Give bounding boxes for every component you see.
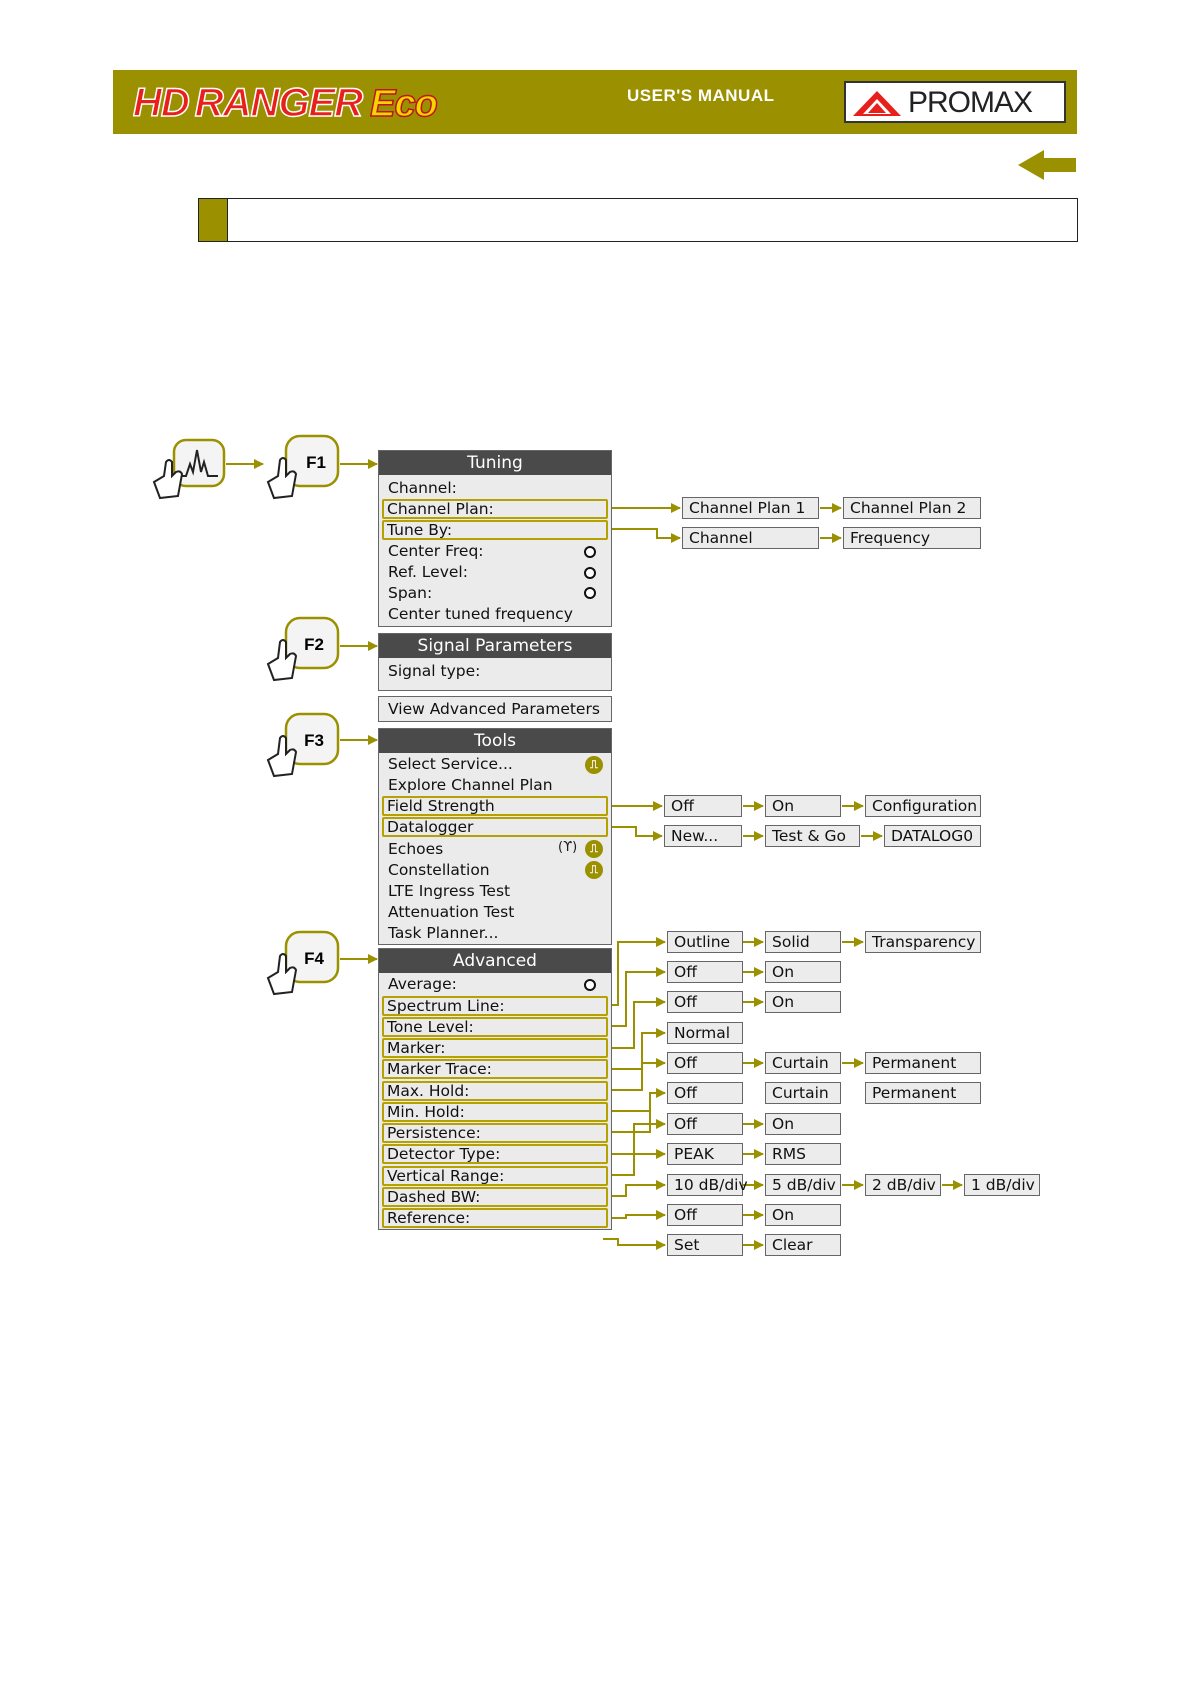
option-datalogger-new[interactable]: New...: [664, 825, 742, 847]
menu-item-vertical-range[interactable]: Vertical Range:: [382, 1166, 608, 1186]
menu-item-explore-channel-plan[interactable]: Explore Channel Plan: [388, 776, 553, 794]
f4-key-label: F4: [304, 949, 324, 968]
tuning-menu-title: Tuning: [379, 451, 611, 475]
option-off[interactable]: Off: [667, 1082, 743, 1104]
f2-key-label: F2: [304, 635, 324, 654]
option-off[interactable]: Off: [667, 1052, 743, 1074]
option-10-db-div[interactable]: 10 dB/div: [667, 1174, 743, 1196]
f1-key-icon[interactable]: [264, 430, 342, 502]
option-field-strength-on[interactable]: On: [765, 795, 841, 817]
menu-item-lte-ingress-test[interactable]: LTE Ingress Test: [388, 882, 511, 900]
option-off[interactable]: Off: [667, 1204, 743, 1226]
menu-item-ref-level[interactable]: Ref. Level:: [388, 563, 468, 581]
menu-item-channel[interactable]: Channel:: [388, 479, 457, 497]
menu-item-attenuation-test[interactable]: Attenuation Test: [388, 903, 515, 921]
menu-item-center-freq[interactable]: Center Freq:: [388, 542, 484, 560]
tools-menu-title: Tools: [379, 729, 611, 753]
option-frequency[interactable]: Frequency: [843, 527, 981, 549]
menu-item-min-hold[interactable]: Min. Hold:: [382, 1102, 608, 1122]
advanced-menu: [378, 948, 612, 1230]
option-outline[interactable]: Outline: [667, 931, 743, 953]
option-5-db-div[interactable]: 5 dB/div: [765, 1174, 841, 1196]
option-channel-plan-2[interactable]: Channel Plan 2: [843, 497, 981, 519]
option-rms[interactable]: RMS: [765, 1143, 841, 1165]
option-channel[interactable]: Channel: [682, 527, 819, 549]
radio-dot-icon: [584, 546, 596, 558]
option-on[interactable]: On: [765, 1204, 841, 1226]
option-permanent[interactable]: Permanent: [865, 1052, 981, 1074]
menu-item-spectrum-line[interactable]: Spectrum Line:: [382, 996, 608, 1016]
menu-item-datalogger[interactable]: Datalogger: [382, 817, 608, 837]
option-set[interactable]: Set: [667, 1234, 743, 1256]
brand-ranger: RANGER: [194, 81, 363, 125]
menu-item-task-planner[interactable]: Task Planner...: [388, 924, 499, 942]
menu-item-select-service[interactable]: Select Service...: [388, 755, 513, 773]
users-manual-label: USER'S MANUAL: [627, 86, 775, 105]
option-on[interactable]: On: [765, 1113, 841, 1135]
menu-item-detector-type[interactable]: Detector Type:: [382, 1144, 608, 1164]
radio-dot-icon: [584, 567, 596, 579]
menu-item-tune-by[interactable]: Tune By:: [382, 520, 608, 540]
tools-menu: [378, 728, 612, 945]
menu-item-marker[interactable]: Marker:: [382, 1038, 608, 1058]
option-normal[interactable]: Normal: [667, 1022, 743, 1044]
option-permanent[interactable]: Permanent: [865, 1082, 981, 1104]
option-curtain[interactable]: Curtain: [765, 1052, 841, 1074]
f3-key-icon[interactable]: [264, 708, 342, 780]
option-clear[interactable]: Clear: [765, 1234, 841, 1256]
menu-item-max-hold[interactable]: Max. Hold:: [382, 1081, 608, 1101]
option-field-strength-off[interactable]: Off: [664, 795, 742, 817]
menu-item-persistence[interactable]: Persistence:: [382, 1123, 608, 1143]
service-icon: ⎍: [585, 840, 603, 858]
option-2-db-div[interactable]: 2 dB/div: [865, 1174, 941, 1196]
menu-item-dashed-bw[interactable]: Dashed BW:: [382, 1187, 608, 1207]
menu-item-signal-type[interactable]: Signal type:: [388, 662, 481, 680]
radio-dot-icon: [584, 979, 596, 991]
f3-key-label: F3: [304, 731, 324, 750]
f1-key-label: F1: [306, 453, 326, 472]
radio-dot-icon: [584, 587, 596, 599]
promax-wordmark: PROMAX: [908, 86, 1033, 119]
option-off[interactable]: Off: [667, 1113, 743, 1135]
menu-item-marker-trace[interactable]: Marker Trace:: [382, 1059, 608, 1079]
option-on[interactable]: On: [765, 961, 841, 983]
menu-item-echoes[interactable]: Echoes: [388, 840, 444, 858]
service-icon: ⎍: [585, 861, 603, 879]
spectrum-key-icon[interactable]: [150, 436, 228, 502]
option-datalogger-datalog0[interactable]: DATALOG0: [884, 825, 981, 847]
option-curtain[interactable]: Curtain: [765, 1082, 841, 1104]
option-on[interactable]: On: [765, 991, 841, 1013]
menu-item-center-tuned-frequency[interactable]: Center tuned frequency: [388, 605, 573, 623]
menu-item-channel-plan[interactable]: Channel Plan:: [382, 499, 608, 519]
option-transparency[interactable]: Transparency: [865, 931, 981, 953]
menu-item-view-advanced-parameters[interactable]: View Advanced Parameters: [388, 700, 600, 718]
option-solid[interactable]: Solid: [765, 931, 841, 953]
menu-item-span[interactable]: Span:: [388, 584, 433, 602]
signal-parameters-menu: [378, 633, 612, 691]
signal-parameters-title: Signal Parameters: [379, 634, 611, 658]
echoes-antenna-icon: (ϒ): [558, 840, 578, 855]
brand-eco: Eco: [370, 83, 437, 125]
menu-item-field-strength[interactable]: Field Strength: [382, 796, 608, 816]
menu-item-tone-level[interactable]: Tone Level:: [382, 1017, 608, 1037]
brand-hd: HD: [133, 81, 189, 125]
f2-key-icon[interactable]: [264, 612, 342, 684]
advanced-menu-title: Advanced: [379, 949, 611, 973]
option-channel-plan-1[interactable]: Channel Plan 1: [682, 497, 819, 519]
menu-item-reference[interactable]: Reference:: [382, 1208, 608, 1228]
view-advanced-parameters-box: [378, 696, 612, 722]
f4-key-icon[interactable]: [264, 926, 342, 998]
option-off[interactable]: Off: [667, 961, 743, 983]
menu-item-constellation[interactable]: Constellation: [388, 861, 490, 879]
tuning-menu: [378, 450, 612, 627]
option-1-db-div[interactable]: 1 dB/div: [964, 1174, 1040, 1196]
menu-item-average[interactable]: Average:: [388, 975, 457, 993]
option-off[interactable]: Off: [667, 991, 743, 1013]
option-peak[interactable]: PEAK: [667, 1143, 743, 1165]
service-icon: ⎍: [585, 756, 603, 774]
option-datalogger-test-go[interactable]: Test & Go: [765, 825, 860, 847]
option-field-strength-configuration[interactable]: Configuration: [865, 795, 981, 817]
